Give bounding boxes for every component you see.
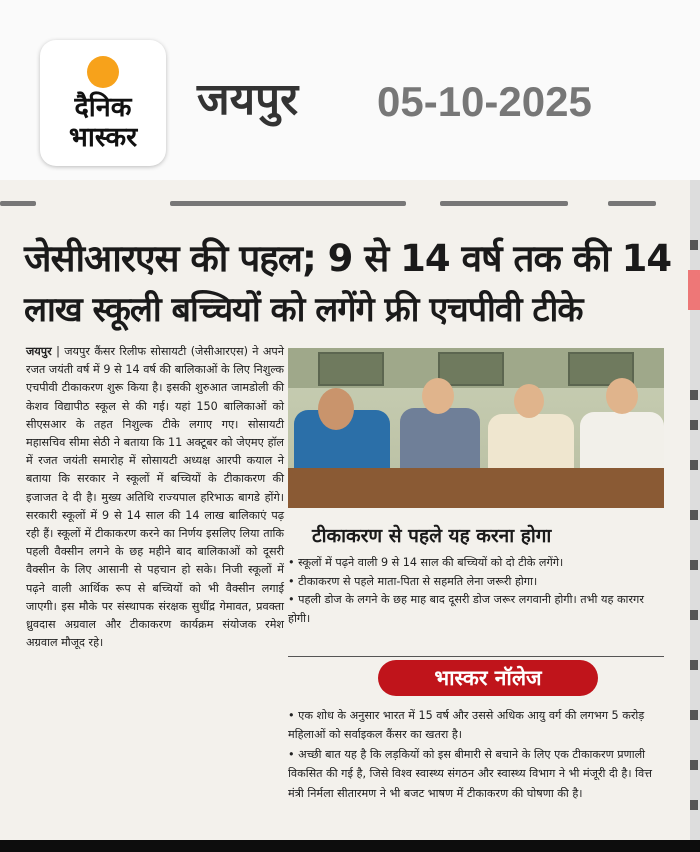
edition-city: जयपुर (197, 74, 299, 125)
bottom-bar (0, 840, 700, 852)
edition-date: 05-10-2025 (377, 78, 592, 125)
box-bullets (288, 554, 664, 628)
knowledge-bullet: • एक शोध के अनुसार भारत में 15 वर्ष और उससे अधिक आयु वर्ग की लगभग 5 करोड़ महिलाओं को सर्वाइकल कैंसर का खतरा है। (288, 709, 645, 742)
section-divider (288, 656, 664, 657)
article-body (26, 343, 284, 652)
logo-line1: दैनिक (74, 92, 132, 123)
bhaskar-knowledge-badge: भास्कर नॉलेज (378, 660, 598, 696)
knowledge-bullets (288, 706, 664, 803)
headline-line2: लाख स्कूली बच्चियों को लगेंगे फ्री एचपीवी टीके (24, 290, 583, 330)
dainik-bhaskar-logo (40, 40, 166, 166)
box-bullet: • स्कूलों में पढ़ने वाली 9 से 14 साल की बच्चियों को दो टीके लगेंगे। (288, 556, 564, 569)
logo-line2: भास्कर (68, 122, 138, 153)
cut-text-strip (0, 198, 700, 218)
adjacent-photo-edge (688, 270, 700, 310)
header-bar (0, 0, 700, 180)
box-title: टीकाकरण से पहले यह करना होगा (312, 525, 552, 547)
box-bullet: • टीकाकरण से पहले माता-पिता से सहमति लेना जरूरी होगा। (288, 574, 538, 588)
box-bullet: • पहली डोज के लगने के छह माह बाद दूसरी डोज जरूर लगवानी होगी। तभी यह कारगर होगी। (288, 593, 644, 625)
headline-line1: जेसीआरएस की पहल; 9 से 14 वर्ष तक की 14 (24, 237, 672, 280)
event-photo (288, 348, 664, 508)
knowledge-bullet: • अच्छी बात यह है कि लड़कियों को इस बीमारी से बचाने के लिए एक टीकाकरण प्रणाली विकसित की गई है, जिसे विश्व स्वास्थ्य संगठन और स्वास्थ्य विभाग ने भी मंजूरी दी है। वित्त मंत्री निर्मला सीतारमण ने भी बजट भाषण में टीकाकरण की घोषणा की है। (288, 747, 652, 800)
dateline: जयपुर (26, 345, 52, 358)
sun-icon (87, 56, 119, 88)
article-body-text: | जयपुर कैंसर रिलीफ सोसायटी (जेसीआरएस) ने अपने रजत जयंती वर्ष में 9 से 14 वर्ष की बालिकाओं के लिए निशुल्क एचपीवी टीकाकरण शुरू किया है। इसकी शुरुआत जामडोली की केशव विद्यापीठ स्कूल से की गई। यहां 150 बालिकाओं को सीएसआर के तहत निशुल्क टीके लगाए गए। सोसायटी महासचिव सीमा सेठी ने बताया कि 11 अक्टूबर को जेएमए हॉल में रजत जयंती समारोह में सोसायटी अध्यक्ष आरपी कयाल ने बताया कि सरकार ने स्कूलों में बच्चियों के टीकाकरण की इजाजत दे दी है। मुख्य अतिथि राज्यपाल हरिभाऊ बागडे होंगे। सरकारी स्कूलों में 9 से 14 साल की 14 लाख बालिकाएं पढ़ रही हैं। स्कूलों में टीकाकरण करने का निर्णय इसलिए लिया ताकि पहली वैक्सीन लगने के छह महीने बाद बालिकाओं को दूसरी वैक्सीन के लिए आसानी से पहचान हो सके। निजी स्कूलों में पढ़ने वाली आर्थिक रूप से बच्चियों को भी वैक्सीन लगाई जाएगी। इस मौके पर संस्थापक संरक्षक सुधींद्र गेमावत, प्रवक्ता ध्रुवदास अग्रवाल और टीकाकरण कार्यक्रम संयोजक रमेश अग्रवाल मौजूद रहे। (26, 345, 284, 650)
